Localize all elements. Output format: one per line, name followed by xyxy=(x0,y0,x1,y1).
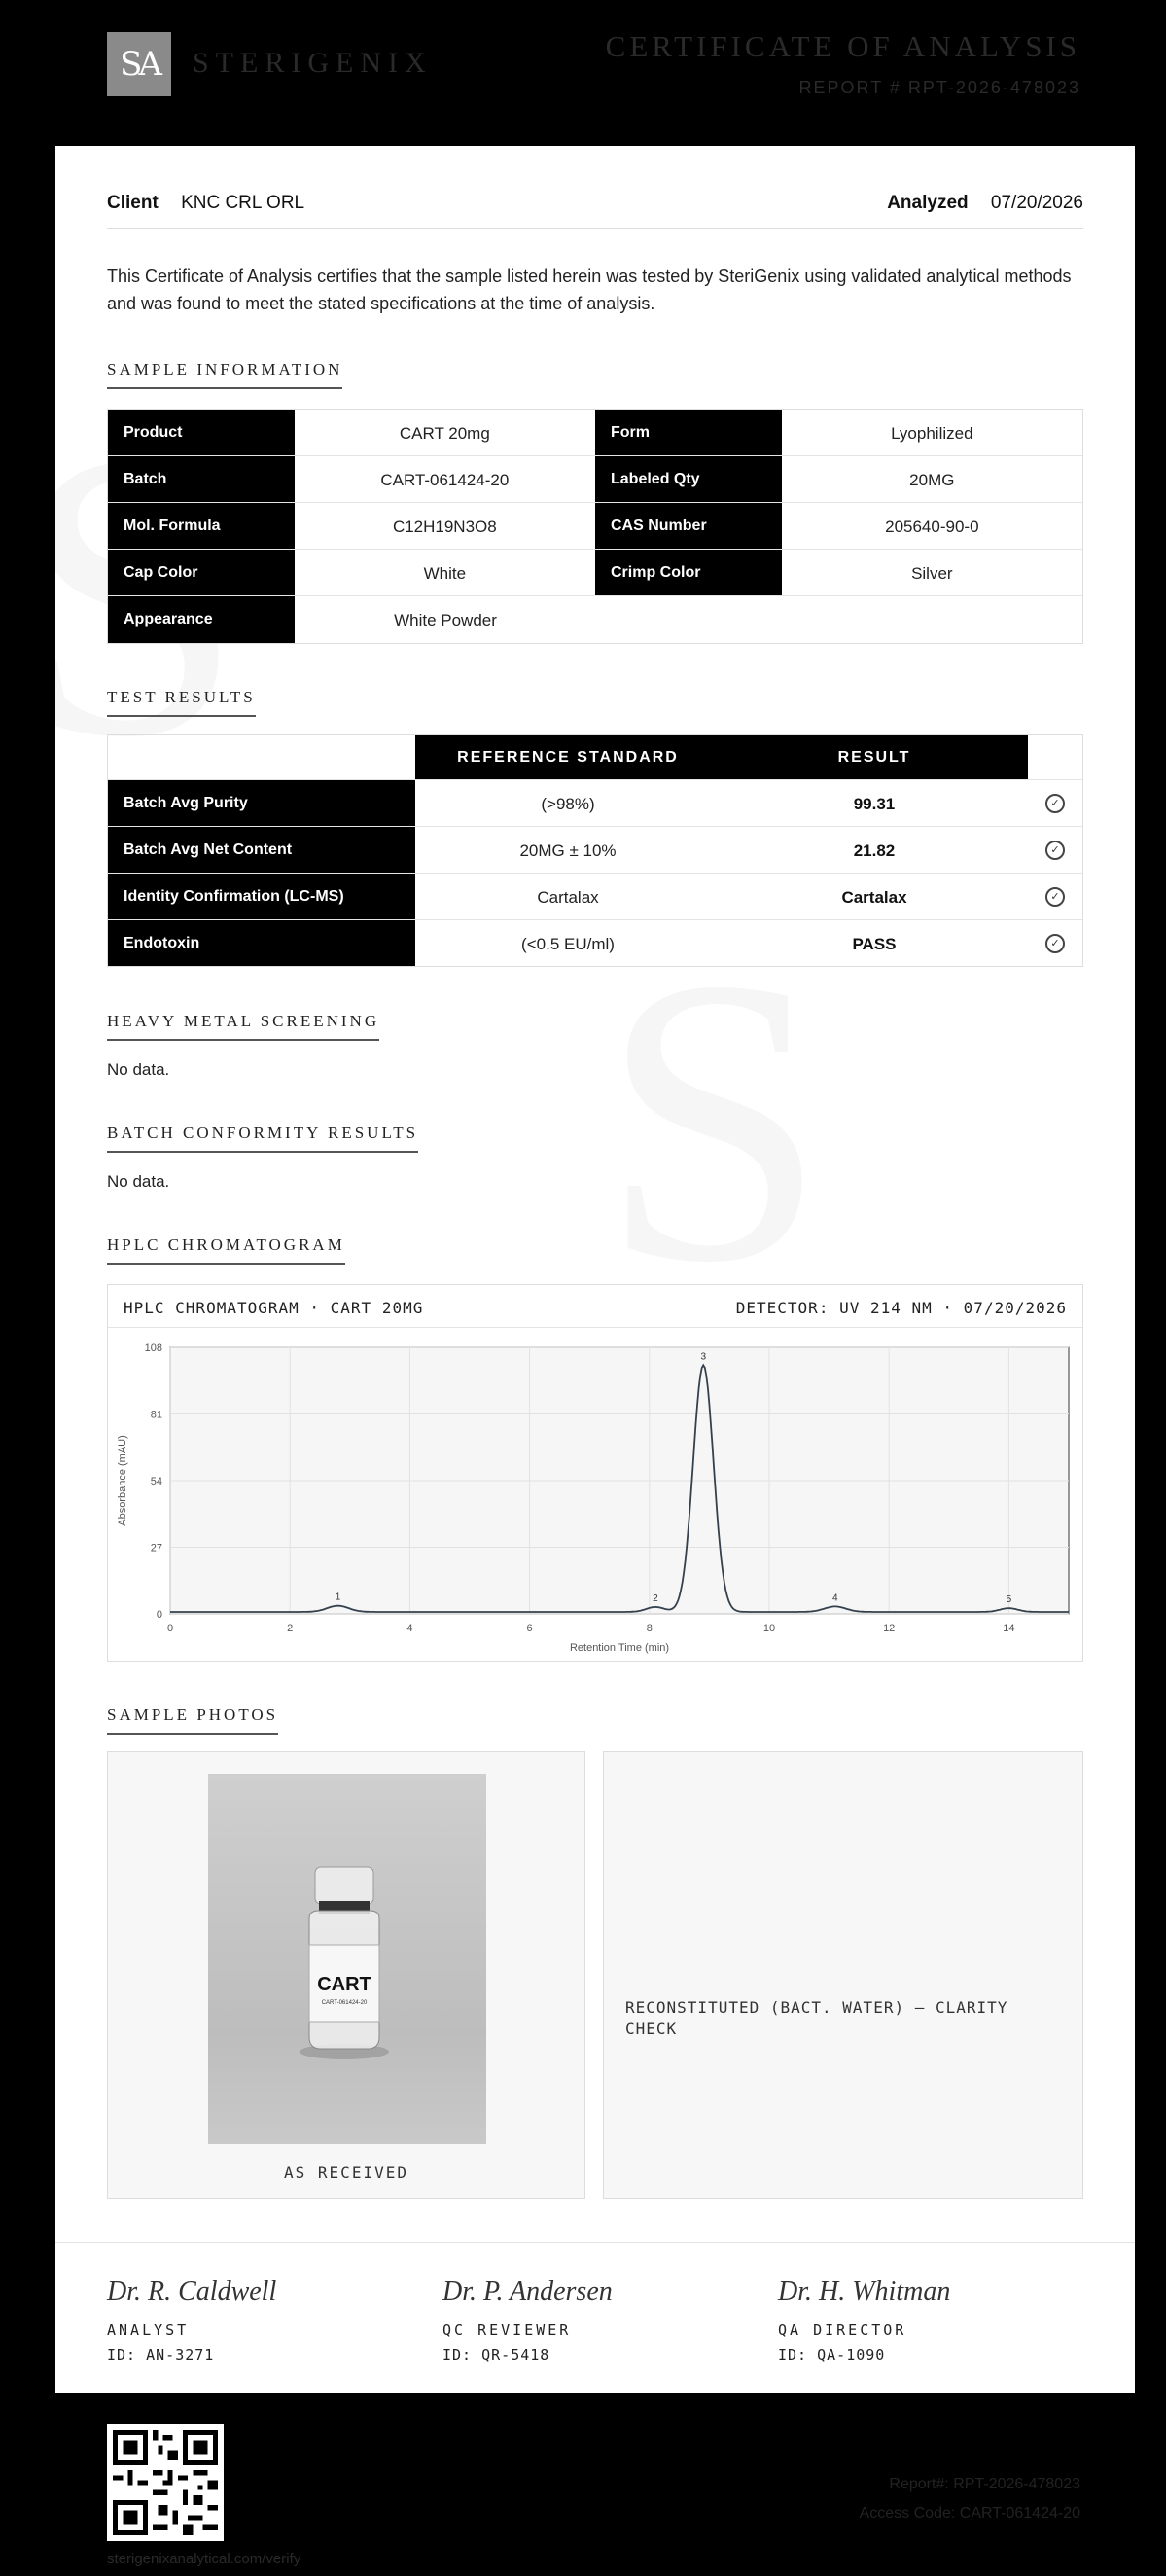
field-value: CART-061424-20 xyxy=(380,471,510,489)
field-value: CART 20mg xyxy=(399,424,490,443)
chart-detector-info: DETECTOR: UV 214 NM · 07/20/2026 xyxy=(735,1299,1067,1317)
y-tick-label: 0 xyxy=(156,1609,162,1621)
test-result: 99.31 xyxy=(853,795,896,813)
signature-block xyxy=(442,2276,613,2364)
field-label: Mol. Formula xyxy=(108,503,295,549)
field-label: Appearance xyxy=(108,596,295,643)
vial-batch-label: CART-061424-20 xyxy=(321,2000,368,2006)
check-circle-icon: ✓ xyxy=(1028,874,1082,919)
test-name: Batch Avg Purity xyxy=(108,780,415,826)
check-circle-icon: ✓ xyxy=(1028,780,1082,826)
field-value: 205640-90-0 xyxy=(885,518,979,536)
footer-report-number: Report#: RPT-2026-478023 xyxy=(889,2476,1080,2492)
field-label: CAS Number xyxy=(595,503,782,549)
check-circle-icon: ✓ xyxy=(1028,920,1082,966)
signatory-name: Dr. H. Whitman xyxy=(778,2276,951,2307)
field-value: C12H19N3O8 xyxy=(392,518,497,536)
analyzed-label: Analyzed xyxy=(887,193,969,213)
footer-access-code: Access Code: CART-061424-20 xyxy=(859,2505,1080,2522)
x-tick-label: 4 xyxy=(406,1623,413,1634)
column-header: REFERENCE STANDARD xyxy=(415,735,721,779)
peak-label: 4 xyxy=(831,1592,838,1604)
y-tick-label: 27 xyxy=(150,1542,162,1555)
table-row xyxy=(108,503,1082,550)
section-title-batch-conformity: BATCH CONFORMITY RESULTS xyxy=(107,1124,418,1153)
section-title-heavy-metal: HEAVY METAL SCREENING xyxy=(107,1012,379,1041)
table-row xyxy=(108,873,1082,919)
certificate-title: CERTIFICATE OF ANALYSIS xyxy=(605,29,1080,63)
reference-standard: (>98%) xyxy=(541,795,595,813)
photo-caption: AS RECEIVED xyxy=(284,2164,408,2182)
table-row xyxy=(108,826,1082,873)
signatory-role: ANALYST xyxy=(107,2321,190,2339)
x-tick-label: 6 xyxy=(526,1623,533,1634)
signatory-name: Dr. R. Caldwell xyxy=(107,2276,277,2307)
test-results-table xyxy=(107,734,1083,967)
certificate-document xyxy=(55,146,1135,2393)
field-label: Labeled Qty xyxy=(595,456,782,502)
chart-title: HPLC CHROMATOGRAM · CART 20MG xyxy=(124,1299,424,1317)
section-title-test-results: TEST RESULTS xyxy=(107,688,256,717)
photo-card-reconstituted xyxy=(603,1751,1083,2199)
signature-block xyxy=(778,2276,950,2364)
test-result: Cartalax xyxy=(841,888,907,907)
table-row xyxy=(108,410,1082,456)
table-row xyxy=(108,596,1082,643)
field-label: Product xyxy=(108,410,295,455)
signatory-role: QA DIRECTOR xyxy=(778,2321,907,2339)
field-value: White xyxy=(423,564,467,583)
peak-label: 3 xyxy=(700,1351,707,1363)
check-circle-icon: ✓ xyxy=(1028,827,1082,873)
y-tick-label: 108 xyxy=(144,1342,162,1354)
brand-name: STERIGENIX xyxy=(193,47,433,79)
column-header: RESULT xyxy=(721,735,1028,779)
intro-statement: This Certificate of Analysis certifies that the sample listed herein was tested by SteriGenix using validated analytical methods and was found to meet the stated specifications at the time of analysis. xyxy=(107,267,1072,313)
signatory-name: Dr. P. Andersen xyxy=(442,2276,613,2307)
signatory-id: ID: QR-5418 xyxy=(442,2346,550,2364)
hplc-chromatogram xyxy=(108,1328,1082,1661)
table-header-row xyxy=(108,735,1082,779)
reference-standard: 20MG ± 10% xyxy=(519,841,617,860)
sample-info-table xyxy=(107,409,1083,644)
peak-label: 2 xyxy=(653,1592,658,1604)
report-number: REPORT # RPT-2026-478023 xyxy=(798,78,1080,97)
signatory-id: ID: QA-1090 xyxy=(778,2346,886,2364)
signatory-id: ID: AN-3271 xyxy=(107,2346,215,2364)
peak-label: 1 xyxy=(335,1592,341,1603)
field-value: White Powder xyxy=(394,611,497,629)
test-name: Identity Confirmation (LC-MS) xyxy=(108,874,415,919)
field-label: Cap Color xyxy=(108,550,295,595)
field-value: Silver xyxy=(911,564,953,583)
client-meta-row xyxy=(107,185,1083,229)
field-label: Batch xyxy=(108,456,295,502)
x-tick-label: 12 xyxy=(883,1623,896,1634)
brand-logo: SA xyxy=(107,32,171,96)
photo-card-as-received xyxy=(107,1751,585,2199)
section-title-hplc: HPLC CHROMATOGRAM xyxy=(107,1235,345,1265)
analyzed-date: 07/20/2026 xyxy=(990,193,1083,213)
x-tick-label: 10 xyxy=(762,1623,776,1634)
test-name: Batch Avg Net Content xyxy=(108,827,415,873)
hplc-chart-panel xyxy=(107,1284,1083,1662)
client-label: Client xyxy=(107,193,159,213)
y-axis-label: Absorbance (mAU) xyxy=(117,1435,128,1526)
vial-label: CART xyxy=(317,1974,371,1995)
photo-caption: RECONSTITUTED (BACT. WATER) — CLARITY CHECK xyxy=(625,1998,1008,2038)
x-axis-label: Retention Time (min) xyxy=(569,1642,670,1654)
batch-conformity-empty-text: No data. xyxy=(107,1172,170,1191)
section-title-photos: SAMPLE PHOTOS xyxy=(107,1705,278,1735)
test-result: 21.82 xyxy=(853,841,896,860)
header-band xyxy=(0,0,1166,146)
section-title-sample-info: SAMPLE INFORMATION xyxy=(107,360,342,389)
reference-standard: Cartalax xyxy=(537,888,599,907)
header-spacer xyxy=(108,735,415,779)
signature-block xyxy=(107,2276,276,2364)
verify-link[interactable]: sterigenixanalytical.com/verify xyxy=(107,2551,301,2567)
test-name: Endotoxin xyxy=(108,920,415,966)
field-label: Crimp Color xyxy=(595,550,782,595)
peak-label: 5 xyxy=(1006,1594,1012,1606)
field-value: Lyophilized xyxy=(891,424,973,443)
header-spacer xyxy=(1028,735,1082,779)
test-result: PASS xyxy=(852,935,897,953)
x-tick-label: 0 xyxy=(166,1623,174,1634)
y-tick-label: 81 xyxy=(150,1409,162,1421)
field-label: Form xyxy=(595,410,782,455)
client-value: KNC CRL ORL xyxy=(181,193,305,213)
table-row xyxy=(108,779,1082,826)
heavy-metal-empty-text: No data. xyxy=(107,1060,170,1079)
table-row xyxy=(108,550,1082,596)
field-value: 20MG xyxy=(909,471,955,489)
reference-standard: (<0.5 EU/ml) xyxy=(521,935,615,953)
table-row xyxy=(108,456,1082,503)
x-tick-label: 8 xyxy=(646,1623,653,1634)
y-tick-label: 54 xyxy=(150,1476,162,1487)
verification-qr-code[interactable] xyxy=(107,2424,224,2541)
x-tick-label: 14 xyxy=(1003,1623,1015,1634)
x-tick-label: 2 xyxy=(287,1623,294,1634)
table-row xyxy=(108,919,1082,966)
vial-photo xyxy=(208,1774,486,2144)
signatory-role: QC REVIEWER xyxy=(442,2321,572,2339)
